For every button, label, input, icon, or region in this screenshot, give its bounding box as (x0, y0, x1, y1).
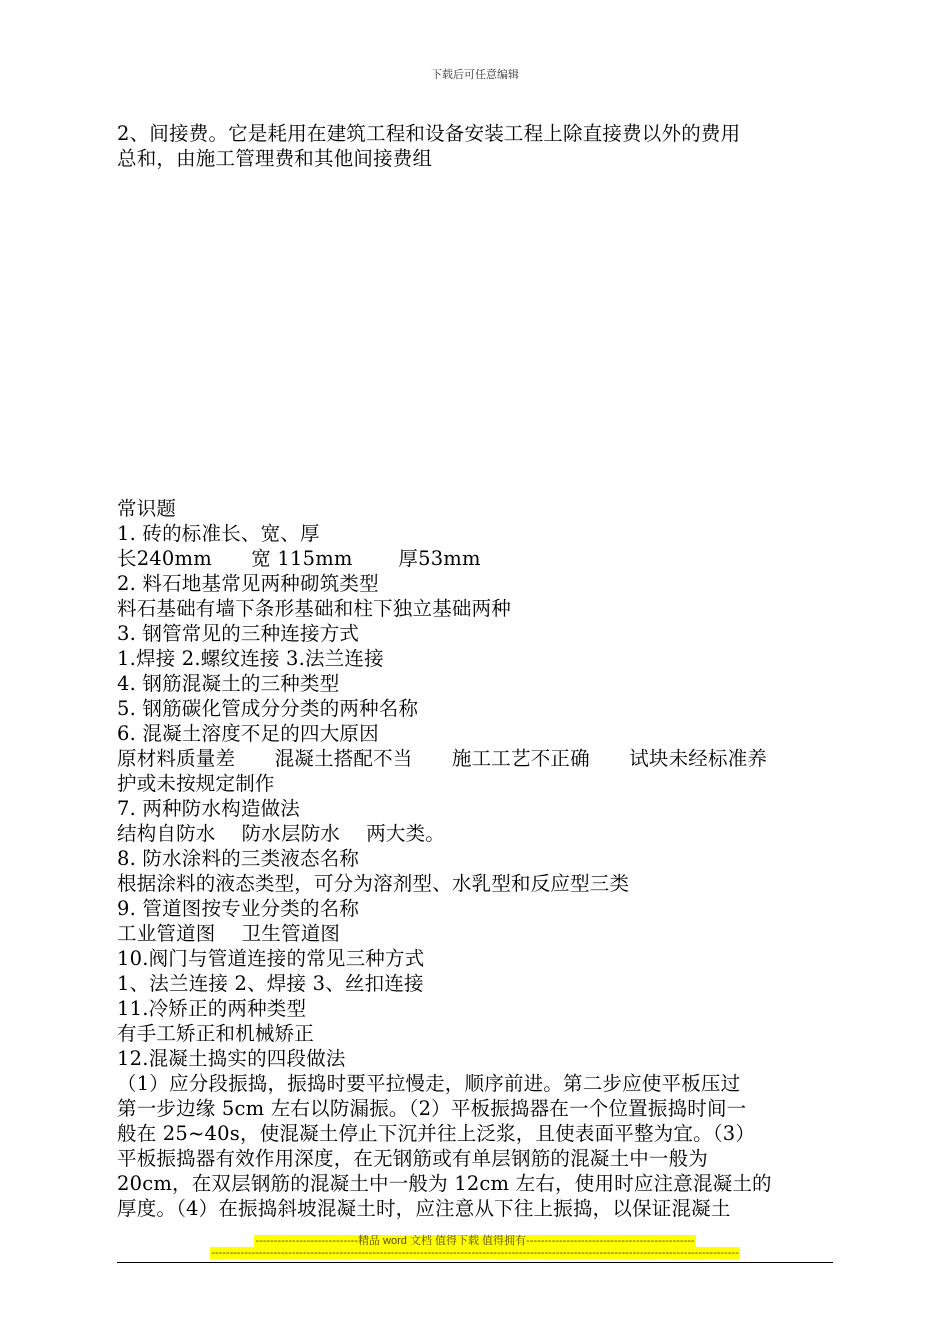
text-line: 7. 两种防水构造做法 (117, 797, 301, 820)
text-line: 根据涂料的液态类型，可分为溶剂型、水乳型和反应型三类 (117, 872, 630, 895)
page-header: 下载后可任意编辑 (431, 68, 519, 81)
text-line: 8. 防水涂料的三类液态名称 (117, 847, 360, 870)
text-line: 1、法兰连接 2、焊接 3、丝扣连接 (117, 972, 424, 995)
text-line: 护或未按规定制作 (117, 772, 275, 795)
intro-paragraph (117, 121, 822, 171)
text-line: 2. 料石地基常见两种砌筑类型 (117, 572, 379, 595)
text-line: 5. 钢筋碳化管成分分类的两种名称 (117, 697, 419, 720)
text-line: 9. 管道图按专业分类的名称 (117, 897, 360, 920)
text-line: 10.阀门与管道连接的常见三种方式 (117, 947, 425, 970)
text-line: 料石基础有墙下条形基础和柱下独立基础两种 (117, 597, 512, 620)
text-line: 4. 钢筋混凝土的三种类型 (117, 672, 340, 695)
intro-line: 2、间接费。它是耗用在建筑工程和设备安装工程上除直接费以外的费用 (117, 122, 741, 145)
text-line: 有手工矫正和机械矫正 (117, 1022, 315, 1045)
text-line: 1.焊接 2.螺纹连接 3.法兰连接 (117, 647, 384, 670)
text-line: 第一步边缘 5cm 左右以防漏振。（2）平板振捣器在一个位置振捣时间一 (117, 1097, 747, 1120)
text-line: 3. 钢管常见的三种连接方式 (117, 622, 360, 645)
text-line: 1. 砖的标准长、宽、厚 (117, 522, 320, 545)
footer-rule (117, 1262, 833, 1263)
text-line: 平板振捣器有效作用深度，在无钢筋或有单层钢筋的混凝土中一般为 (117, 1147, 709, 1170)
footer-dash-line: ------------------------------------------------------------------------------------------------------------------------------------------------ (211, 1247, 739, 1259)
section-title: 常识题 (117, 497, 177, 520)
text-line: 工业管道图 卫生管道图 (117, 922, 341, 945)
intro-line: 总和，由施工管理费和其他间接费组 (117, 147, 433, 170)
footer-banner-text: ----------------------------精品 word 文档 值得下载 值得拥有---------------------------------------------- (255, 1235, 695, 1247)
text-line: （1）应分段振捣，振捣时要平拉慢走，顺序前进。第二步应使平板压过 (117, 1072, 741, 1095)
text-line: 原材料质量差 混凝土搭配不当 施工工艺不正确 试块未经标准养 (117, 747, 768, 770)
text-line: 11.冷矫正的两种类型 (117, 997, 307, 1020)
text-line: 般在 25~40s，使混凝土停止下沉并往上泛浆，且使表面平整为宜。（3） (117, 1122, 756, 1145)
footer-banner-dashes (0, 1247, 950, 1259)
text-line: 12.混凝土捣实的四段做法 (117, 1047, 346, 1070)
text-line: 长240mm 宽 115mm 厚53mm (117, 547, 481, 570)
text-line: 20cm，在双层钢筋的混凝土中一般为 12cm 左右，使用时应注意混凝土的 (117, 1172, 772, 1195)
footer-banner (0, 1232, 950, 1248)
text-line: 厚度。（4）在振捣斜坡混凝土时，应注意从下往上振捣，以保证混凝土 (117, 1197, 731, 1220)
text-line: 结构自防水 防水层防水 两大类。 (117, 822, 445, 845)
body-content (117, 496, 822, 1221)
text-line: 6. 混凝土溶度不足的四大原因 (117, 722, 379, 745)
